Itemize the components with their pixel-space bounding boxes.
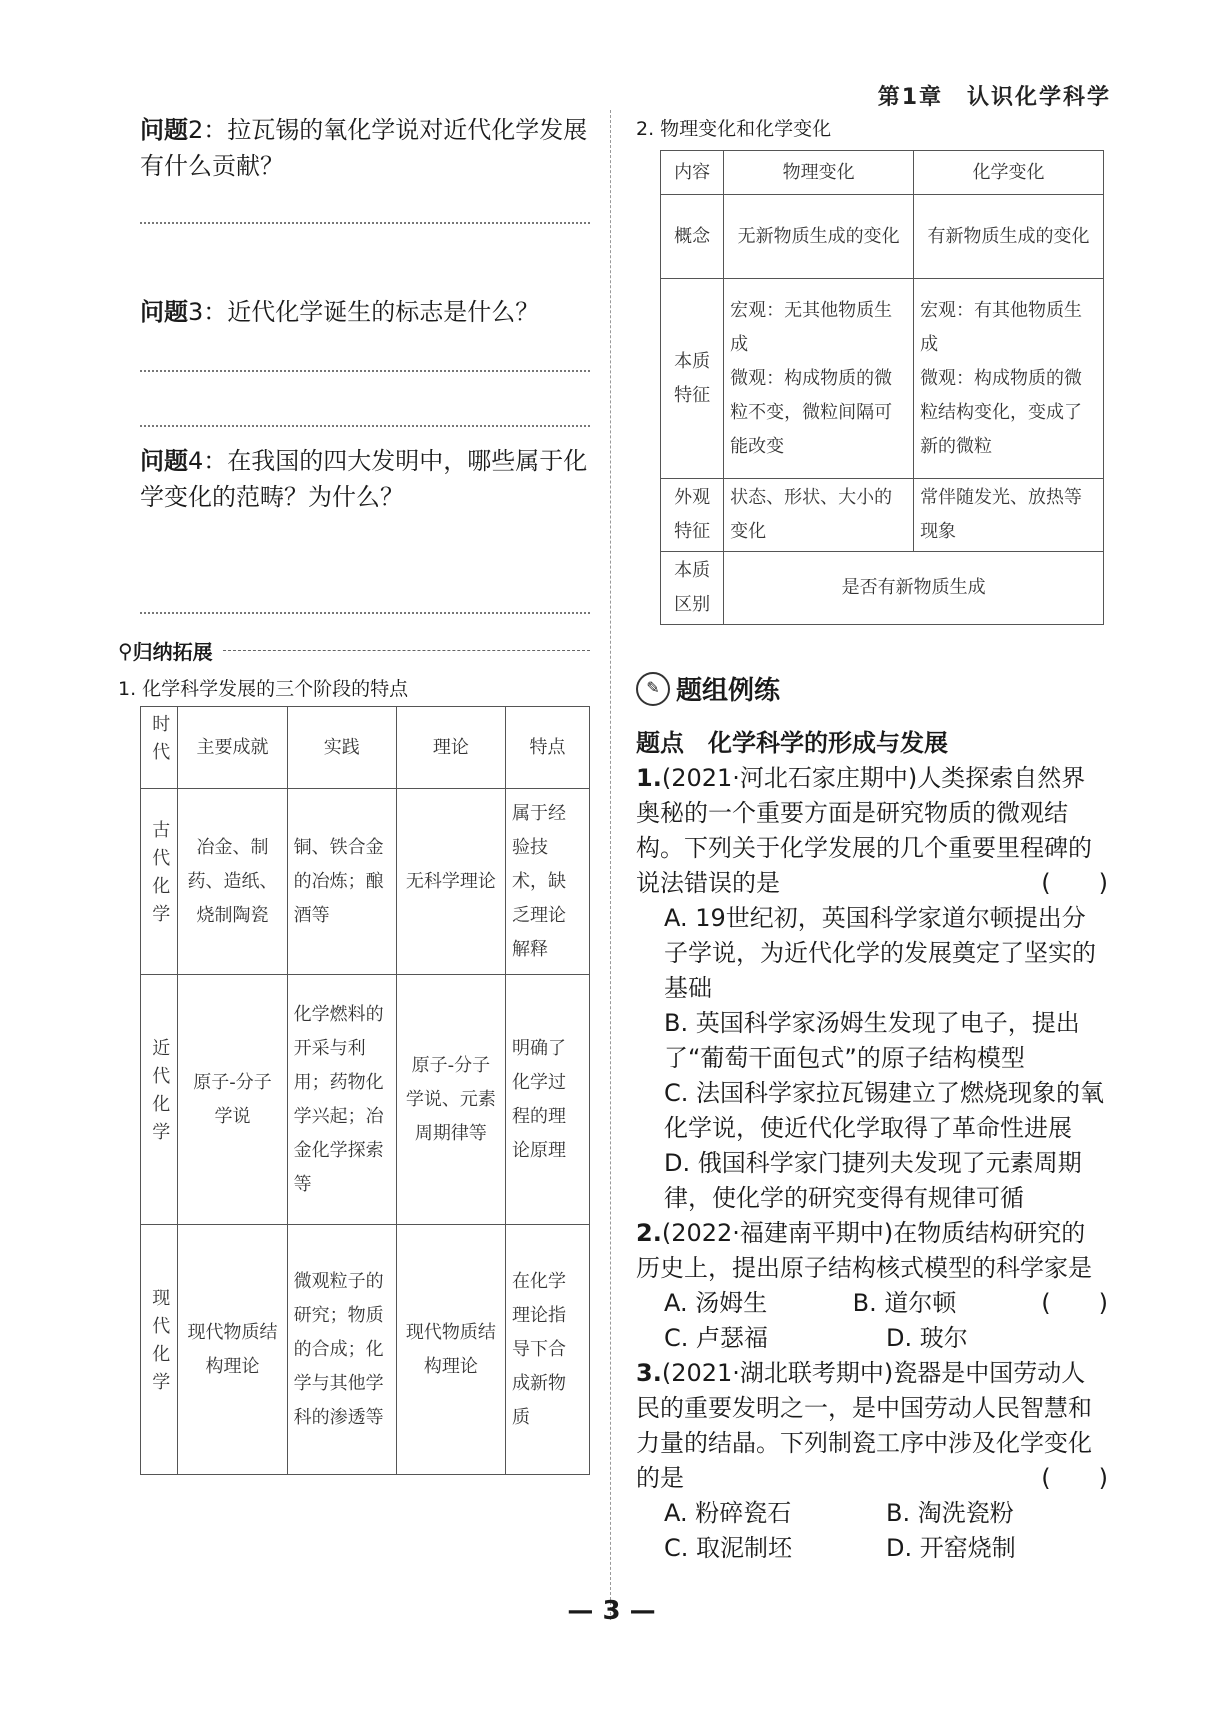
table-row xyxy=(141,975,590,1225)
table-cell: 属于经验技术，缺乏理论解释 xyxy=(506,789,590,975)
table-cell: 现代物质结构理论 xyxy=(396,1225,505,1475)
practice-badge xyxy=(636,670,780,707)
question-item xyxy=(636,761,1108,901)
heading-rule xyxy=(223,650,590,651)
question-num: 3 xyxy=(188,298,204,326)
topic-title: 题点 化学科学的形成与发展 xyxy=(636,729,948,757)
question-2 xyxy=(140,112,590,184)
table-cell: 现代物质结构理论 xyxy=(178,1225,287,1475)
option: C. 卢瑟福 xyxy=(664,1324,769,1352)
table-cell: 概念 xyxy=(661,195,724,279)
option: B. 道尔顿 xyxy=(852,1289,957,1317)
column-divider xyxy=(610,110,611,1620)
question-num: 4 xyxy=(188,447,204,475)
question-label: 问题 xyxy=(140,298,188,326)
cell-text: 古代化学 xyxy=(149,819,171,932)
answer-blank: ( ) xyxy=(1041,1464,1108,1492)
option: C. 法国科学家拉瓦锡建立了燃烧现象的氧化学说，使近代化学取得了革命性进展 xyxy=(664,1079,1105,1142)
expand-heading xyxy=(118,636,590,665)
item-stem: (2021·湖北联考期中)瓷器是中国劳动人民的重要发明之一，是中国劳动人民智慧和力量的结晶。下列制瓷工序中涉及化学变化的是 xyxy=(636,1359,1092,1492)
question-text: ：在我国的四大发明中，哪些属于化学变化的范畴？为什么？ xyxy=(140,447,588,511)
table-row xyxy=(661,195,1104,279)
answer-line xyxy=(140,222,590,224)
table-cell: 是否有新物质生成 xyxy=(724,552,1104,625)
question-text: ：拉瓦锡的氧化学说对近代化学发展有什么贡献？ xyxy=(140,116,588,180)
table-cell: 冶金、制药、造纸、烧制陶瓷 xyxy=(178,789,287,975)
table-header: 内容 xyxy=(661,151,724,195)
table-header: 特点 xyxy=(506,707,590,789)
question-label: 问题 xyxy=(140,447,188,475)
option: D. 俄国科学家门捷列夫发现了元素周期律，使化学的研究变得有规律可循 xyxy=(664,1149,1082,1212)
answer-line xyxy=(140,425,590,427)
table-cell xyxy=(141,1225,178,1475)
table-cell: 本质特征 xyxy=(661,279,724,479)
option-row xyxy=(636,1286,1041,1321)
table-header xyxy=(141,707,178,789)
table-cell: 原子-分子学说、元素周期律等 xyxy=(396,975,505,1225)
question-3 xyxy=(140,294,590,330)
table1-title: 1. 化学科学发展的三个阶段的特点 xyxy=(118,678,409,700)
table-row xyxy=(141,1225,590,1475)
option: C. 取泥制坯 xyxy=(664,1534,793,1562)
option-row xyxy=(636,1321,1108,1356)
option: A. 19世纪初，英国科学家道尔顿提出分子学说，为近代化学的发展奠定了坚实的基础 xyxy=(664,904,1096,1002)
option-row xyxy=(636,1531,1108,1566)
table-cell: 无新物质生成的变化 xyxy=(724,195,914,279)
option: B. 淘洗瓷粉 xyxy=(886,1499,1014,1527)
expand-title: 归纳拓展 xyxy=(132,640,213,664)
table-cell: 外观特征 xyxy=(661,479,724,552)
table-cell: 微观粒子的研究；物质的合成；化学与其他学科的渗透等 xyxy=(287,1225,396,1475)
answer-blank: ( ) xyxy=(1041,869,1108,897)
page-number: — 3 — xyxy=(567,1596,656,1626)
option: D. 玻尔 xyxy=(886,1324,968,1352)
table-cell: 本质区别 xyxy=(661,552,724,625)
table-row xyxy=(661,479,1104,552)
option: A. 汤姆生 xyxy=(664,1289,768,1317)
table-cell: 明确了化学过程的理论原理 xyxy=(506,975,590,1225)
table-row xyxy=(661,552,1104,625)
question-num: 2 xyxy=(188,116,204,144)
table-cell: 宏观：无其他物质生成 微观：构成物质的微粒不变，微粒间隔可能改变 xyxy=(724,279,914,479)
table-cell xyxy=(141,789,178,975)
table-header: 化学变化 xyxy=(914,151,1104,195)
table-cell: 铜、铁合金的冶炼；酿酒等 xyxy=(287,789,396,975)
table-cell: 无科学理论 xyxy=(396,789,505,975)
change-table xyxy=(660,150,1104,625)
table-cell: 原子-分子学说 xyxy=(178,975,287,1225)
bulb-icon: ⚲ xyxy=(118,638,133,663)
table-cell xyxy=(141,975,178,1225)
pencil-icon: ✎ xyxy=(636,672,670,706)
stages-table xyxy=(140,706,590,1475)
table-header: 实践 xyxy=(287,707,396,789)
table-cell: 在化学理论指导下合成新物质 xyxy=(506,1225,590,1475)
table-cell: 宏观：有其他物质生成 微观：构成物质的微粒结构变化，变成了新的微粒 xyxy=(914,279,1104,479)
item-number: 1. xyxy=(636,764,662,792)
cell-text: 现代化学 xyxy=(149,1287,171,1400)
answer-line xyxy=(140,370,590,372)
badge-text: 题组例练 xyxy=(676,676,781,706)
table-cell: 状态、形状、大小的变化 xyxy=(724,479,914,552)
table-header: 主要成就 xyxy=(178,707,287,789)
question-4 xyxy=(140,443,590,515)
table-cell: 常伴随发光、放热等现象 xyxy=(914,479,1104,552)
question-item xyxy=(636,1356,1108,1496)
table-row xyxy=(141,789,590,975)
table2-title: 2. 物理变化和化学变化 xyxy=(636,118,832,140)
practice-list xyxy=(636,726,1108,1566)
option: A. 粉碎瓷石 xyxy=(664,1499,792,1527)
option: B. 英国科学家汤姆生发现了电子，提出了“葡萄干面包式”的原子结构模型 xyxy=(664,1009,1080,1072)
option-row xyxy=(636,1496,1108,1531)
item-number: 2. xyxy=(636,1219,662,1247)
answer-blank: ( ) xyxy=(1041,1289,1108,1317)
answer-line xyxy=(140,612,590,614)
table-header: 物理变化 xyxy=(724,151,914,195)
table-header: 理论 xyxy=(396,707,505,789)
cell-text: 时代 xyxy=(149,713,171,770)
item-stem: (2022·福建南平期中)在物质结构研究的历史上，提出原子结构核式模型的科学家是 xyxy=(636,1219,1092,1282)
question-label: 问题 xyxy=(140,116,188,144)
table-cell: 有新物质生成的变化 xyxy=(914,195,1104,279)
table-row xyxy=(661,279,1104,479)
chapter-header: 第1章 认识化学科学 xyxy=(877,85,1111,110)
table-cell: 化学燃料的开采与利用；药物化学兴起；冶金化学探索等 xyxy=(287,975,396,1225)
item-number: 3. xyxy=(636,1359,662,1387)
question-text: ：近代化学诞生的标志是什么？ xyxy=(203,298,540,326)
cell-text: 近代化学 xyxy=(149,1037,171,1150)
item-stem: (2021·河北石家庄期中)人类探索自然界奥秘的一个重要方面是研究物质的微观结构。下列关于化学发展的几个重要里程碑的说法错误的是 xyxy=(636,764,1092,897)
option: D. 开窑烧制 xyxy=(886,1534,1016,1562)
